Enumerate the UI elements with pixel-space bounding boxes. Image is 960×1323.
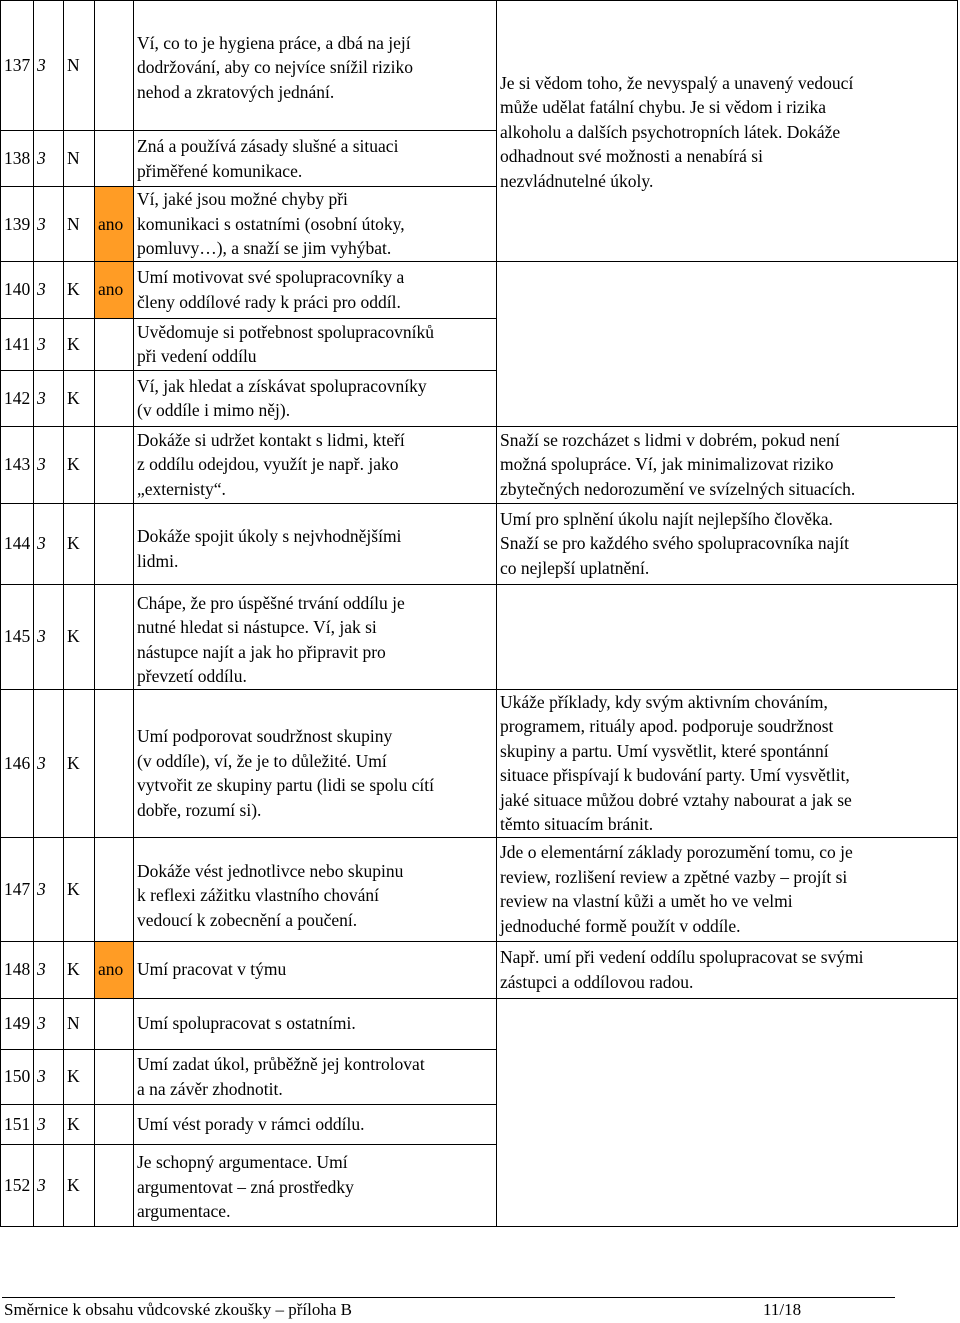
row-type: N xyxy=(64,187,95,262)
table-row xyxy=(1,1,958,131)
row-level: 3 xyxy=(34,1144,64,1226)
row-type: K xyxy=(64,370,95,426)
row-description: Je schopný argumentace. Umí argumentovat – zná prostředky argumentace. xyxy=(134,1144,497,1226)
row-flag xyxy=(95,370,134,426)
row-flag: ano xyxy=(95,941,134,998)
row-number: 144 xyxy=(1,503,34,584)
row-description: Dokáže spojit úkoly s nejvhodnějšími lidmi. xyxy=(134,503,497,584)
row-note xyxy=(497,998,958,1226)
row-type: K xyxy=(64,1104,95,1144)
table-row xyxy=(1,261,958,318)
table-row xyxy=(1,584,958,689)
row-description: Umí motivovat své spolupracovníky a členy oddílové rady k práci pro oddíl. xyxy=(134,261,497,318)
row-flag: ano xyxy=(95,187,134,262)
row-note: Jde o elementární základy porozumění tomu, co je review, rozlišení review a zpětné vazby – projít si review na vlastní kůži a umět ho ve velmi jednoduché formě použít v oddíle. xyxy=(497,837,958,941)
row-number: 150 xyxy=(1,1049,34,1104)
row-type: N xyxy=(64,1,95,131)
row-level: 3 xyxy=(34,1049,64,1104)
row-description: Umí pracovat v týmu xyxy=(134,941,497,998)
row-note xyxy=(497,261,958,426)
row-flag xyxy=(95,1,134,131)
table-row xyxy=(1,503,958,584)
row-number: 145 xyxy=(1,584,34,689)
row-type: K xyxy=(64,503,95,584)
row-note xyxy=(497,584,958,689)
table-row xyxy=(1,689,958,837)
row-note: Je si vědom toho, že nevyspalý a unavený vedoucí může udělat fatální chybu. Je si vědom i rizika alkoholu a dalších psychotropních látek. Dokáže odhadnout své možnosti a nenabírá si nezvládnutelné úkoly. xyxy=(497,1,958,262)
row-number: 138 xyxy=(1,131,34,187)
row-type: K xyxy=(64,1049,95,1104)
row-level: 3 xyxy=(34,426,64,503)
footer-title: Směrnice k obsahu vůdcovské zkoušky – příloha B xyxy=(4,1300,352,1319)
row-flag xyxy=(95,503,134,584)
row-note: Např. umí při vedení oddílu spolupracovat se svými zástupci a oddílovou radou. xyxy=(497,941,958,998)
row-flag xyxy=(95,689,134,837)
row-level: 3 xyxy=(34,261,64,318)
row-type: K xyxy=(64,689,95,837)
row-number: 137 xyxy=(1,1,34,131)
row-level: 3 xyxy=(34,837,64,941)
row-description: Umí vést porady v rámci oddílu. xyxy=(134,1104,497,1144)
row-number: 139 xyxy=(1,187,34,262)
row-level: 3 xyxy=(34,131,64,187)
row-level: 3 xyxy=(34,584,64,689)
row-number: 149 xyxy=(1,998,34,1049)
row-flag xyxy=(95,131,134,187)
row-flag xyxy=(95,1104,134,1144)
table-row xyxy=(1,941,958,998)
row-number: 151 xyxy=(1,1104,34,1144)
row-flag xyxy=(95,998,134,1049)
row-level: 3 xyxy=(34,187,64,262)
row-level: 3 xyxy=(34,318,64,370)
row-type: K xyxy=(64,261,95,318)
row-level: 3 xyxy=(34,1,64,131)
footer-divider xyxy=(2,1297,895,1298)
row-description: Uvědomuje si potřebnost spolupracovníků při vedení oddílu xyxy=(134,318,497,370)
row-type: K xyxy=(64,941,95,998)
row-level: 3 xyxy=(34,941,64,998)
row-type: K xyxy=(64,584,95,689)
row-flag xyxy=(95,837,134,941)
row-description: Ví, jak hledat a získávat spolupracovníky (v oddíle i mimo něj). xyxy=(134,370,497,426)
row-type: N xyxy=(64,131,95,187)
row-level: 3 xyxy=(34,689,64,837)
row-description: Umí podporovat soudržnost skupiny (v oddíle), ví, že je to důležité. Umí vytvořit ze skupiny partu (lidi se spolu cítí dobře, rozumí si). xyxy=(134,689,497,837)
row-number: 140 xyxy=(1,261,34,318)
row-note: Ukáže příklady, kdy svým aktivním chováním, programem, rituály apod. podporuje soudržnost skupiny a partu. Umí vysvětlit, které spontánní situace přispívají k budování party. Umí vysvětlit, jaké situace můžou dobré vztahy nabourat a jak se těmto situacím bránit. xyxy=(497,689,958,837)
row-description: Dokáže vést jednotlivce nebo skupinu k reflexi zážitku vlastního chování vedoucí k zobecnění a poučení. xyxy=(134,837,497,941)
row-flag xyxy=(95,1144,134,1226)
row-description: Ví, jaké jsou možné chyby při komunikaci s ostatními (osobní útoky, pomluvy…), a snaží se jim vyhýbat. xyxy=(134,187,497,262)
row-flag xyxy=(95,584,134,689)
table-row xyxy=(1,837,958,941)
row-description: Dokáže si udržet kontakt s lidmi, kteří z oddílu odejdou, využít je např. jako „externisty“. xyxy=(134,426,497,503)
row-level: 3 xyxy=(34,998,64,1049)
row-flag xyxy=(95,426,134,503)
row-type: N xyxy=(64,998,95,1049)
table-row xyxy=(1,426,958,503)
row-description: Umí zadat úkol, průběžně jej kontrolovat a na závěr zhodnotit. xyxy=(134,1049,497,1104)
row-type: K xyxy=(64,426,95,503)
row-level: 3 xyxy=(34,503,64,584)
row-flag xyxy=(95,318,134,370)
row-description: Zná a používá zásady slušné a situaci přiměřené komunikace. xyxy=(134,131,497,187)
row-flag xyxy=(95,1049,134,1104)
row-number: 147 xyxy=(1,837,34,941)
row-number: 143 xyxy=(1,426,34,503)
page-number: 11/18 xyxy=(763,1300,802,1319)
row-number: 141 xyxy=(1,318,34,370)
row-level: 3 xyxy=(34,1104,64,1144)
row-note: Snaží se rozcházet s lidmi v dobrém, pokud není možná spolupráce. Ví, jak minimalizovat riziko zbytečných nedorozumění ve svízelných situacích. xyxy=(497,426,958,503)
table-row xyxy=(1,998,958,1049)
row-number: 152 xyxy=(1,1144,34,1226)
row-description: Chápe, že pro úspěšné trvání oddílu je nutné hledat si nástupce. Ví, jak si nástupce najít a jak ho připravit pro převzetí oddílu. xyxy=(134,584,497,689)
row-number: 148 xyxy=(1,941,34,998)
row-type: K xyxy=(64,837,95,941)
row-number: 146 xyxy=(1,689,34,837)
row-number: 142 xyxy=(1,370,34,426)
row-note: Umí pro splnění úkolu najít nejlepšího člověka. Snaží se pro každého svého spolupracovníka najít co nejlepší uplatnění. xyxy=(497,503,958,584)
row-type: K xyxy=(64,318,95,370)
row-level: 3 xyxy=(34,370,64,426)
row-type: K xyxy=(64,1144,95,1226)
row-description: Umí spolupracovat s ostatními. xyxy=(134,998,497,1049)
row-description: Ví, co to je hygiena práce, a dbá na její dodržování, aby co nejvíce snížil riziko nehod a zkratových jednání. xyxy=(134,1,497,131)
row-flag: ano xyxy=(95,261,134,318)
